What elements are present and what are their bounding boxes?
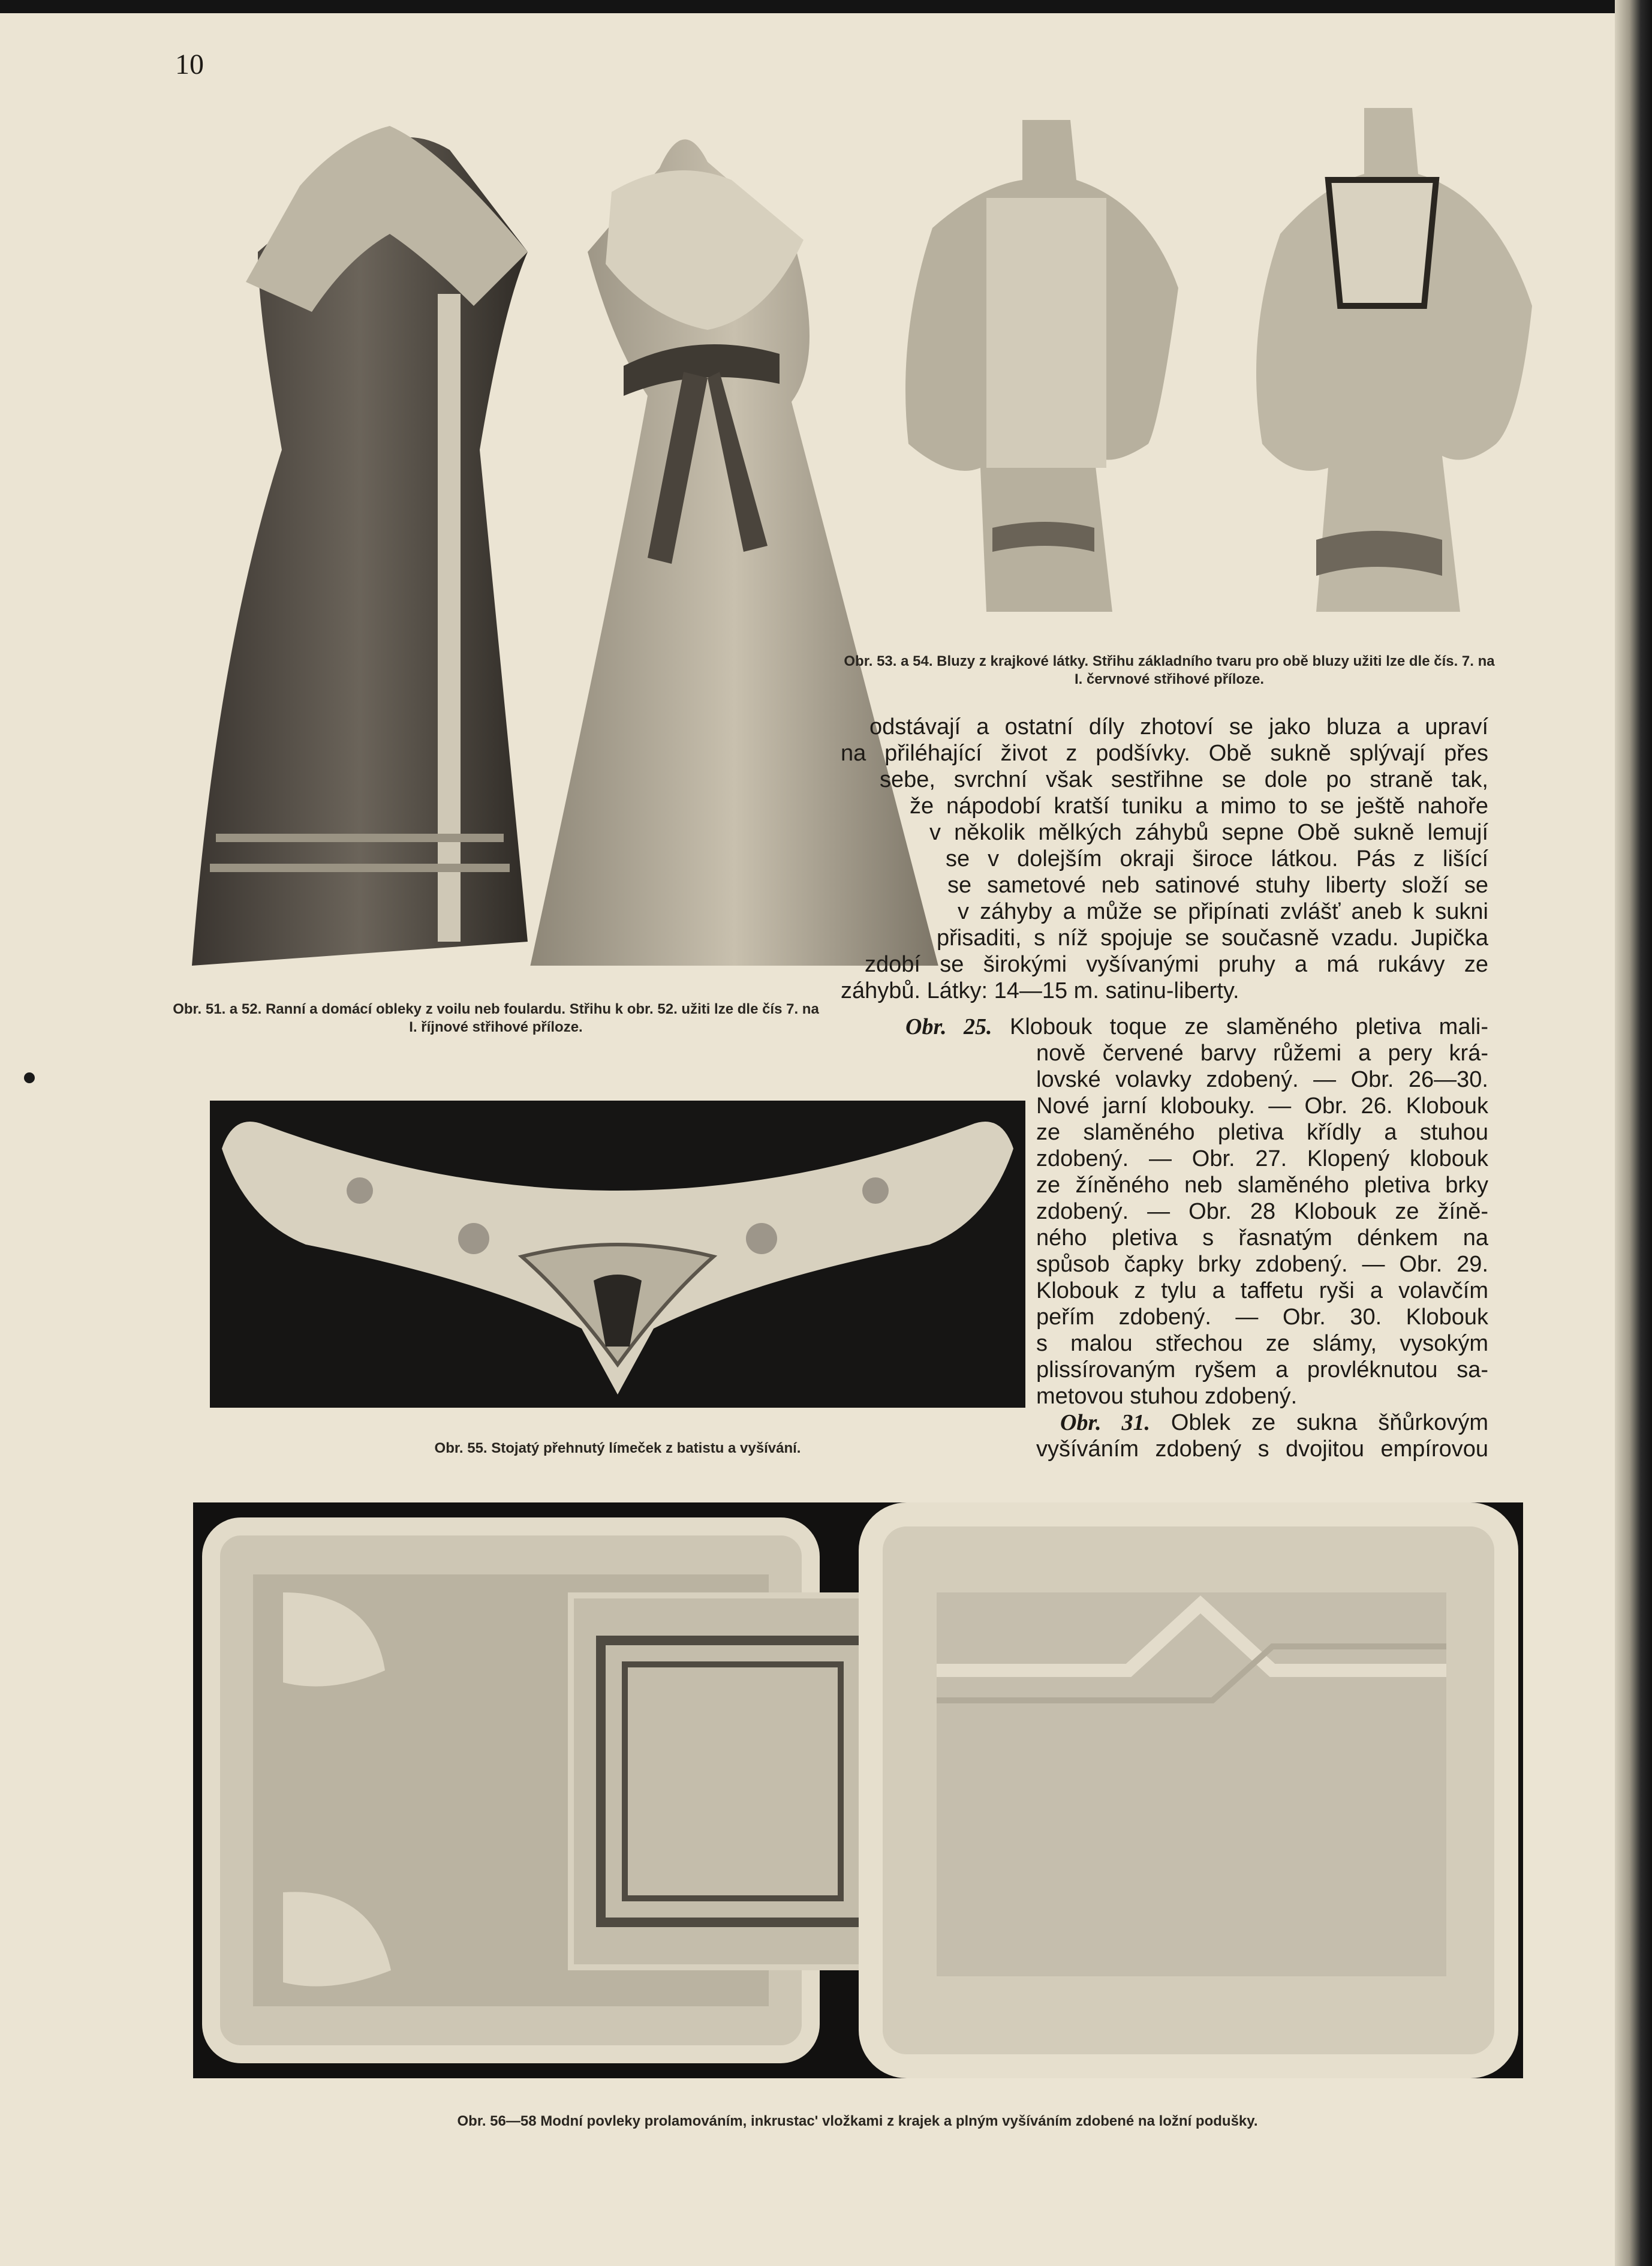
text-line: se sametové neb satinové stuhy liberty složí se xyxy=(947,873,1488,898)
article-text-block-1 xyxy=(841,714,1488,1004)
text-line: nově červené barvy růžemi a pery krá- xyxy=(1036,1041,1488,1066)
figure-ref-25: Obr. 25. xyxy=(905,1014,992,1039)
text-line: se v dolejším okraji široce látkou. Pás z lišící xyxy=(946,846,1488,871)
article-text-obr25 xyxy=(905,1014,1488,1040)
text-line: zdobí se širokými vyšívanými pruhy a má rukávy ze xyxy=(865,952,1488,977)
text-line: Obr. 25. Klobouk toque ze slaměného pletiva mali- xyxy=(905,1014,1488,1039)
text-line: záhybů. Látky: 14—15 m. satinu-liberty. xyxy=(841,978,1239,1003)
blouses-illustration xyxy=(896,108,1547,612)
text-line: Klobouk z tylu a taffetu ryši a volavčím xyxy=(1036,1278,1488,1303)
text-line: peřím zdobený. — Obr. 30. Klobouk xyxy=(1036,1305,1488,1330)
text-line: zdobený. — Obr. 27. Klopený klobouk xyxy=(1036,1146,1488,1171)
text-line: že nápodobí kratší tuniku a mimo to se ještě nahoře xyxy=(910,794,1488,819)
text-line: přisaditi, s níž spojuje se současně vzadu. Jupička xyxy=(937,925,1488,951)
text-line: odstávají a ostatní díly zhotoví se jako bluza a upraví xyxy=(869,714,1488,740)
caption-fig-51-52: Obr. 51. a 52. Ranní a domácí obleky z voilu neb foulardu. Střihu k obr. 52. užiti lze dle čís 7. na I. říjnové střihové příloze. xyxy=(173,1001,819,1035)
figure-ref-31: Obr. 31. xyxy=(1060,1410,1150,1435)
text-line: sebe, svrchní však sestřihne se dole po straně tak, xyxy=(880,767,1488,792)
text-line: Nové jarní klobouky. — Obr. 26. Klobouk xyxy=(1036,1093,1488,1119)
text-line: Obr. 31. Oblek ze sukna šňůrkovým xyxy=(1060,1410,1488,1435)
figure-dresses-51-52 xyxy=(192,114,950,966)
text-line: vyšíváním zdobený s dvojitou empírovou xyxy=(1036,1436,1488,1462)
text-line: na přiléhající život z podšívky. Obě sukně splývají přes xyxy=(841,741,1488,766)
caption-fig-55: Obr. 55. Stojatý přehnutý límeček z batistu a vyšívání. xyxy=(434,1440,801,1456)
caption-fig-53-54: Obr. 53. a 54. Bluzy z krajkové látky. Střihu základního tvaru pro obě bluzy užiti lze dle čís. 7. na I. červnové střihové příloze. xyxy=(844,653,1495,687)
caption-fig-56-58: Obr. 56—58 Modní povleky prolamováním, inkrustac' vložkami z krajek a plným vyšíváním zdobené na ložní podušky. xyxy=(457,2113,1258,2129)
text-line: plissírovaným ryšem a provléknutou sa- xyxy=(1036,1357,1488,1383)
article-text-block-2 xyxy=(1036,1040,1488,1462)
text-line: lovské volavky zdobený. — Obr. 26—30. xyxy=(1036,1067,1488,1092)
text-line: ze žíněného neb slaměného pletiva brky xyxy=(1036,1173,1488,1198)
text-line: zdobený. — Obr. 28 Klobouk ze žíně- xyxy=(1036,1199,1488,1224)
text-line: spůsob čapky brky zdobený. — Obr. 29. xyxy=(1036,1252,1488,1277)
scan-edge-right xyxy=(1615,0,1652,2266)
text-line: ného pletiva s řasnatým dénkem na xyxy=(1036,1225,1488,1251)
figure-collar-55 xyxy=(210,1101,1025,1408)
collar-illustration xyxy=(210,1101,1025,1408)
text-line: s malou střechou ze slámy, vysokým xyxy=(1036,1331,1488,1356)
text-line: ze slaměného pletiva křídly a stuhou xyxy=(1036,1120,1488,1145)
pillows-illustration xyxy=(193,1502,1523,2078)
dresses-illustration xyxy=(192,114,950,966)
scan-mark xyxy=(24,1072,35,1083)
text-line: v několik mělkých záhybů sepne Obě sukně lemují xyxy=(929,820,1488,845)
scan-edge-top xyxy=(0,0,1652,13)
page-number: 10 xyxy=(175,49,204,80)
figure-blouses-53-54 xyxy=(896,108,1547,612)
text-line: v záhyby a může se připínati zvlášť aneb k sukni xyxy=(958,899,1488,924)
text-line: metovou stuhou zdobený. xyxy=(1036,1384,1298,1409)
figure-pillows-56-58 xyxy=(193,1502,1523,2078)
